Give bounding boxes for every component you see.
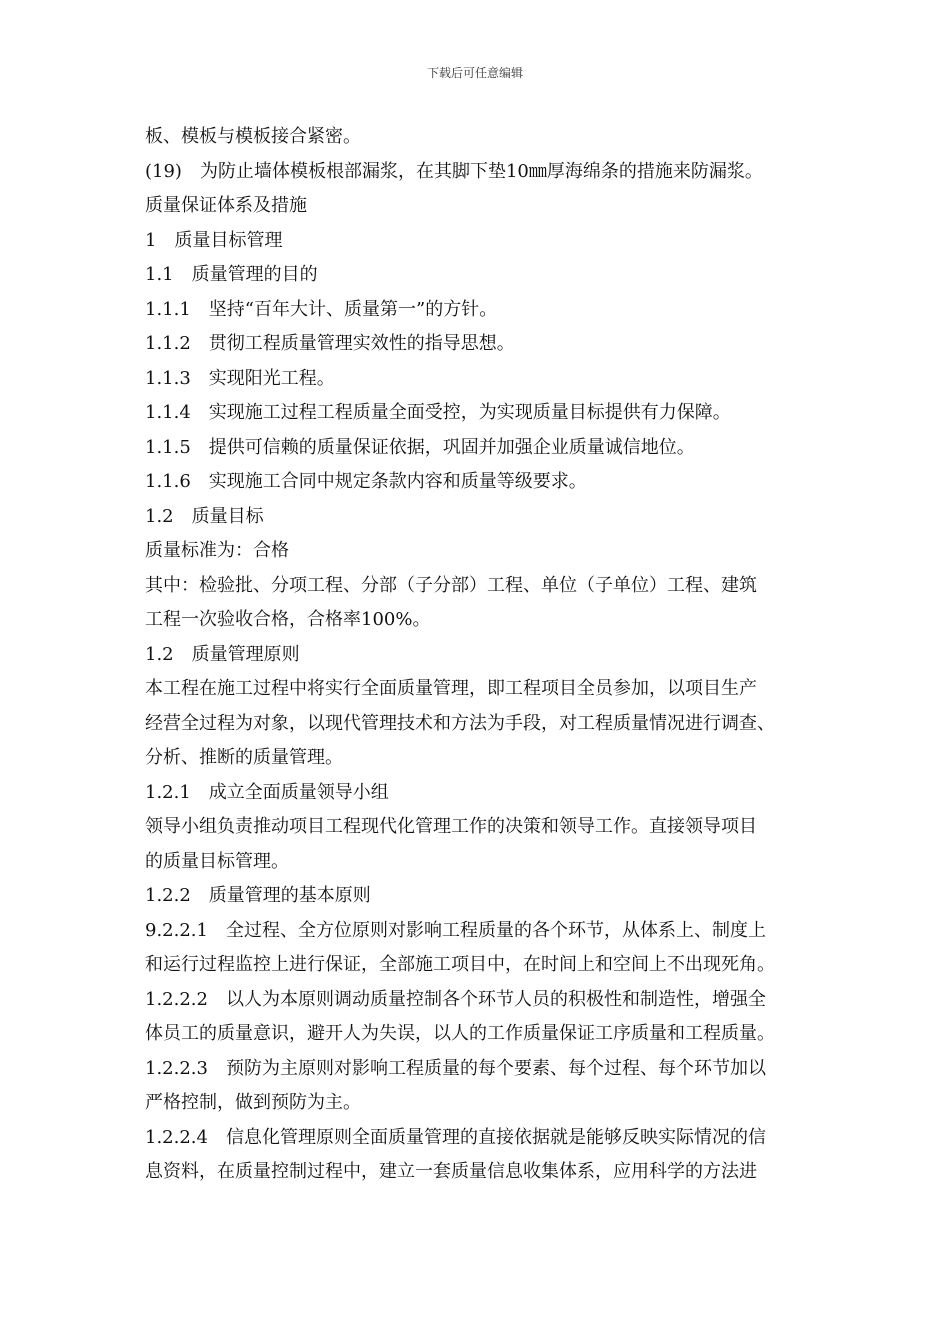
document-line: 1.2.2.3 预防为主原则对影响工程质量的每个要素、每个过程、每个环节加以 [145, 1057, 766, 1079]
document-line: 分析、推断的质量管理。 [145, 747, 343, 768]
document-line: 质量保证体系及措施 [145, 195, 307, 216]
document-line: 1.1.2 贯彻工程质量管理实效性的指导思想。 [145, 333, 515, 354]
document-line: 1.1.4 实现施工过程工程质量全面受控，为实现质量目标提供有力保障。 [145, 402, 731, 423]
document-line: 工程一次验收合格，合格率100%。 [145, 609, 431, 630]
document-line: 1.1.1 坚持“百年大计、质量第一”的方针。 [145, 298, 498, 320]
document-line: (19) 为防止墙体模板根部漏浆，在其脚下垫10㎜厚海绵条的措施来防漏浆。 [145, 160, 763, 182]
document-line: 严格控制，做到预防为主。 [145, 1092, 361, 1113]
document-line: 其中：检验批、分项工程、分部（子分部）工程、单位（子单位）工程、建筑 [145, 574, 757, 596]
document-line: 1.2 质量管理原则 [145, 643, 300, 665]
document-body [145, 120, 835, 1190]
document-line: 息资料，在质量控制过程中，建立一套质量信息收集体系，应用科学的方法进 [145, 1161, 757, 1182]
document-line: 本工程在施工过程中将实行全面质量管理，即工程项目全员参加，以项目生产 [145, 678, 757, 699]
document-line: 1.2.1 成立全面质量领导小组 [145, 781, 389, 803]
document-line: 1.1.5 提供可信赖的质量保证依据，巩固并加强企业质量诚信地位。 [145, 436, 695, 458]
document-line: 1.2.2 质量管理的基本原则 [145, 885, 371, 906]
document-line: 9.2.2.1 全过程、全方位原则对影响工程质量的各个环节，从体系上、制度上 [145, 919, 766, 941]
document-line: 1.1 质量管理的目的 [145, 264, 318, 285]
document-line: 1.2.2.2 以人为本原则调动质量控制各个环节人员的积极性和制造性，增强全 [145, 988, 766, 1010]
page-header-note: 下载后可任意编辑 [426, 66, 523, 80]
document-line: 体员工的质量意识，避开人为失误，以人的工作质量保证工序质量和工程质量。 [145, 1023, 775, 1044]
document-line: 和运行过程监控上进行保证，全部施工项目中，在时间上和空间上不出现死角。 [145, 954, 775, 975]
document-line: 领导小组负责推动项目工程现代化管理工作的决策和领导工作。直接领导项目 [145, 816, 757, 837]
document-line: 1 质量目标管理 [145, 229, 283, 251]
document-line: 板、模板与模板接合紧密。 [145, 126, 361, 147]
document-line: 1.2.2.4 信息化管理原则全面质量管理的直接依据就是能够反映实际情况的信 [145, 1126, 766, 1148]
document-line: 1.2 质量目标 [145, 505, 264, 527]
document-line: 质量标准为：合格 [145, 540, 289, 561]
document-line: 1.1.6 实现施工合同中规定条款内容和质量等级要求。 [145, 471, 587, 492]
document-line: 的质量目标管理。 [145, 850, 289, 872]
document-line: 1.1.3 实现阳光工程。 [145, 367, 335, 389]
document-line: 经营全过程为对象，以现代管理技术和方法为手段，对工程质量情况进行调查、 [145, 712, 775, 734]
